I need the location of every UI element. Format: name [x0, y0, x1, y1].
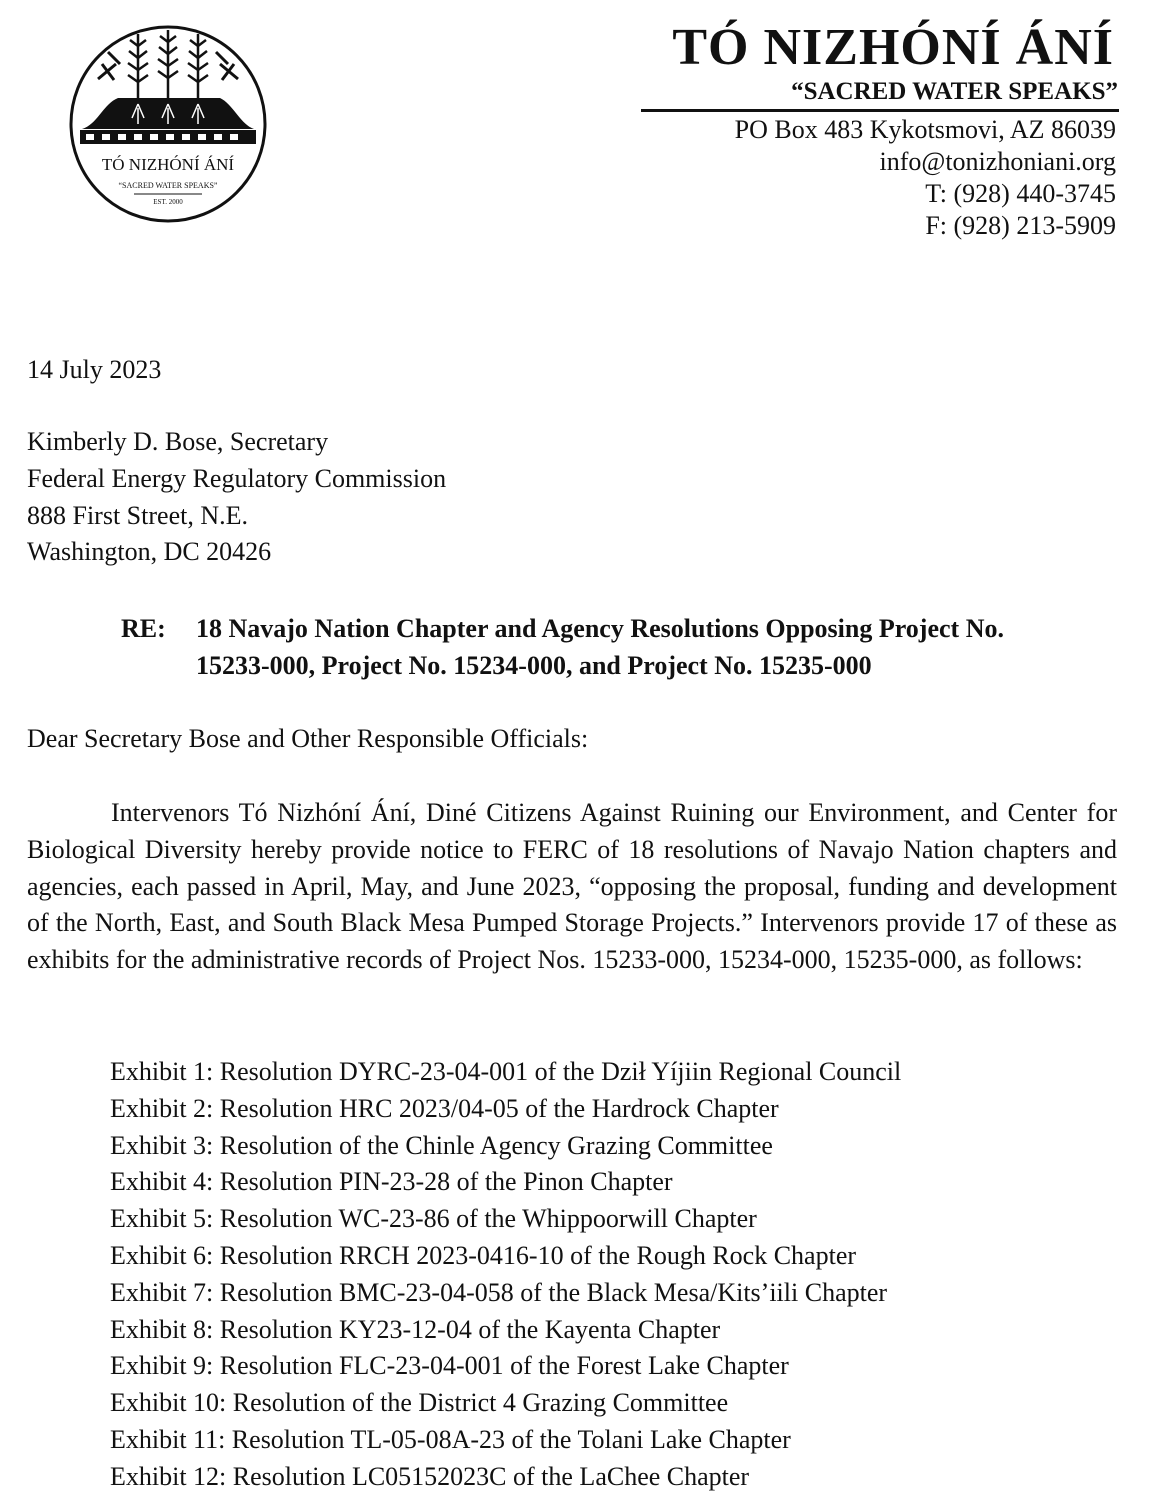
exhibit-item: Exhibit 12: Resolution LC05152023C of the LaChee Chapter — [110, 1461, 750, 1491]
logo-est: EST. 2000 — [153, 198, 183, 206]
logo-tagline: “SACRED WATER SPEAKS” — [118, 181, 218, 190]
salutation: Dear Secretary Bose and Other Responsible Officials: — [27, 724, 589, 753]
subject-text-line: 18 Navajo Nation Chapter and Agency Resolutions Opposing Project No. — [196, 614, 1004, 643]
exhibit-item: Exhibit 6: Resolution RRCH 2023-0416-10 of the Rough Rock Chapter — [110, 1240, 857, 1270]
subject-text-line: 15233-000, Project No. 15234-000, and Project No. 15235-000 — [196, 650, 872, 680]
contact-phone: T: (928) 440-3745 — [925, 179, 1116, 208]
subject-label: RE: — [121, 614, 166, 643]
letter-date: 14 July 2023 — [27, 355, 162, 384]
exhibit-item: Exhibit 8: Resolution KY23-12-04 of the Kayenta Chapter — [110, 1314, 721, 1344]
recipient-line: Federal Energy Regulatory Commission — [27, 463, 447, 493]
logo-name: TÓ NIZHÓNÍ ÁNÍ — [101, 155, 235, 174]
exhibit-item: Exhibit 7: Resolution BMC-23-04-058 of the Black Mesa/Kits’iili Chapter — [110, 1277, 888, 1307]
exhibit-item: Exhibit 1: Resolution DYRC-23-04-001 of the Dził Yíjiin Regional Council — [110, 1057, 902, 1086]
organization-tagline: “SACRED WATER SPEAKS” — [791, 78, 1118, 105]
recipient-line: Washington, DC 20426 — [27, 537, 272, 567]
organization-logo — [68, 24, 268, 224]
recipient-line: Kimberly D. Bose, Secretary — [27, 427, 329, 456]
exhibit-item: Exhibit 2: Resolution HRC 2023/04-05 of the Hardrock Chapter — [110, 1093, 779, 1123]
contact-address: PO Box 483 Kykotsmovi, AZ 86039 — [734, 115, 1116, 144]
contact-email[interactable]: info@tonizhoniani.org — [879, 147, 1116, 176]
exhibit-item: Exhibit 10: Resolution of the District 4 Grazing Committee — [110, 1388, 729, 1418]
recipient-address — [27, 424, 446, 571]
exhibit-list — [110, 1054, 901, 1496]
body-paragraph: Intervenors Tó Nizhóní Ání, Diné Citizens Against Ruining our Environment, and Center for Biological Diversity hereby provide notice to FERC of 18 resolutions of Navajo Nation chapters and agencies, each passed in April, May, and June 2023, “opposing the proposal, funding and development of the North, East, and South Black Mesa Pumped Storage Projects.” Intervenors provide 17 of these as exhibits for the administrative records of Project Nos. 15233-000, 15234-000, 15235-000, as follows: — [27, 798, 1117, 975]
contact-fax: F: (928) 213-5909 — [925, 211, 1116, 240]
exhibit-item: Exhibit 5: Resolution WC-23-86 of the Whippoorwill Chapter — [110, 1204, 757, 1234]
contact-block — [735, 114, 1116, 242]
organization-name: TÓ NIZHÓNÍ ÁNÍ — [672, 19, 1114, 76]
header-divider — [641, 109, 1119, 112]
exhibit-item: Exhibit 3: Resolution of the Chinle Agency Grazing Committee — [110, 1130, 773, 1160]
exhibit-item: Exhibit 11: Resolution TL-05-08A-23 of the Tolani Lake Chapter — [110, 1424, 791, 1454]
recipient-line: 888 First Street, N.E. — [27, 500, 248, 530]
exhibit-item: Exhibit 9: Resolution FLC-23-04-001 of the Forest Lake Chapter — [110, 1351, 789, 1381]
exhibit-item: Exhibit 4: Resolution PIN-23-28 of the Pinon Chapter — [110, 1167, 673, 1197]
subject-text — [196, 611, 1096, 685]
